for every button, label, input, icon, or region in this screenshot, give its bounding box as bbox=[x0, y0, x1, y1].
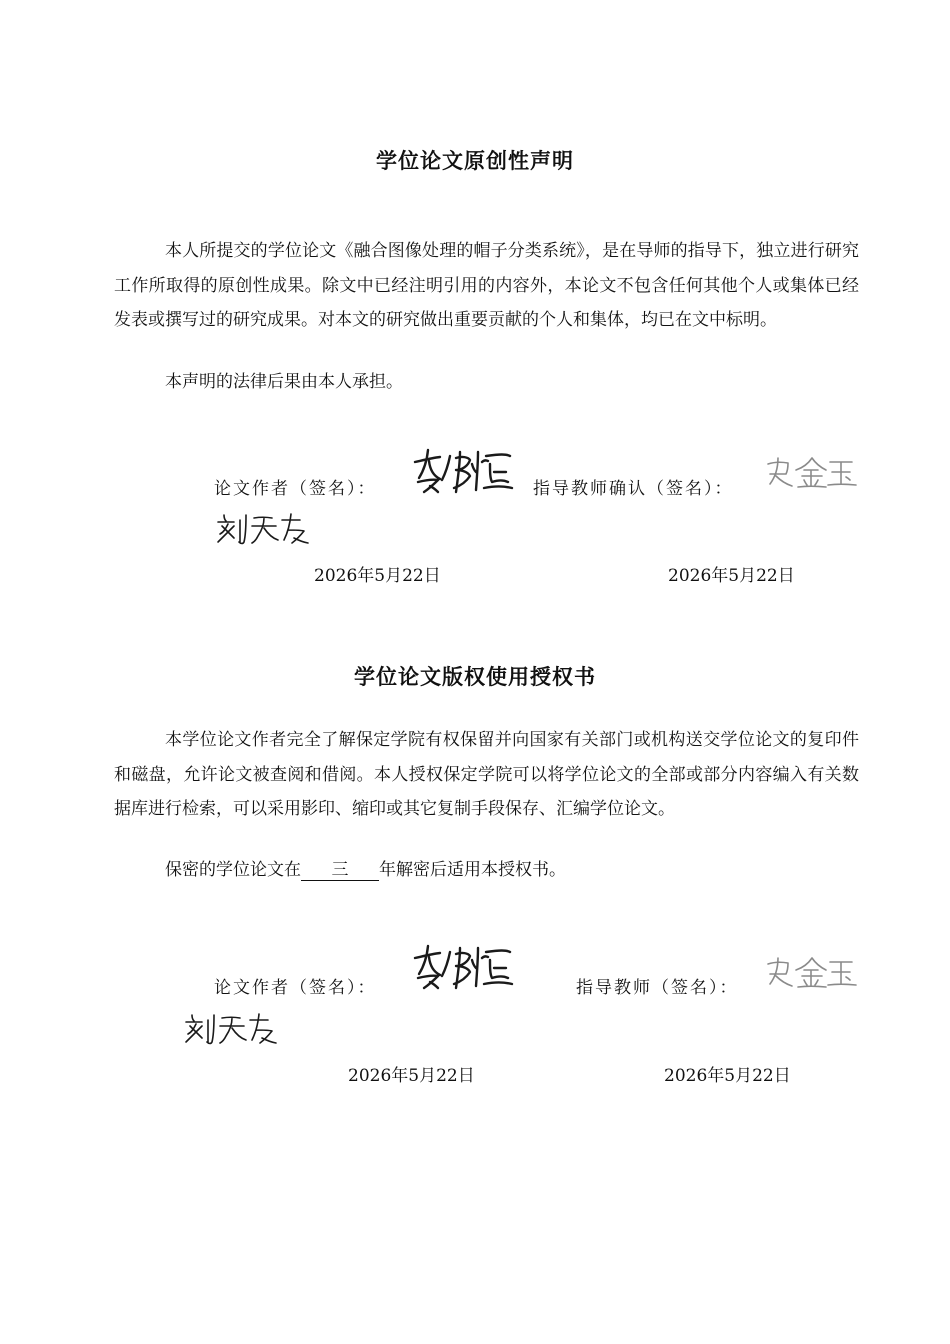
declaration-liability-statement: 本声明的法律后果由本人承担。 bbox=[165, 372, 403, 392]
authorization-advisor-signature-label: 指导教师（签名）： bbox=[576, 978, 739, 998]
secrecy-statement bbox=[165, 853, 566, 887]
authorization-author-date: 2026年5月22日 bbox=[348, 1066, 475, 1086]
advisor-signature-image bbox=[764, 456, 858, 490]
declaration-advisor-date: 2026年5月22日 bbox=[668, 566, 795, 586]
co-advisor-signature-image-2 bbox=[182, 1012, 278, 1046]
declaration-author-signature-label: 论文作者（签名）： bbox=[214, 479, 377, 499]
declaration-title: 学位论文原创性声明 bbox=[376, 149, 574, 173]
declaration-paragraph: 本人所提交的学位论文《融合图像处理的帽子分类系统》，是在导师的指导下，独立进行研究工作所取得的原创性成果。除文中已经注明引用的内容外，本论文不包含任何其他个人或集体已经发表或撰写过的研究成果。对本文的研究做出重要贡献的个人和集体，均已在文中标明。 bbox=[114, 241, 859, 330]
authorization-title: 学位论文版权使用授权书 bbox=[354, 665, 596, 689]
co-advisor-signature-image bbox=[214, 512, 310, 546]
authorization-author-signature-label: 论文作者（签名）： bbox=[214, 978, 377, 998]
advisor-signature-image-2 bbox=[764, 956, 858, 990]
declaration-advisor-confirm-label: 指导教师确认（签名）： bbox=[533, 479, 734, 499]
authorization-advisor-date: 2026年5月22日 bbox=[664, 1066, 791, 1086]
declaration-author-date: 2026年5月22日 bbox=[314, 566, 441, 586]
secrecy-prefix: 保密的学位论文在 bbox=[165, 860, 301, 880]
authorization-paragraph: 本学位论文作者完全了解保定学院有权保留并向国家有关部门或机构送交学位论文的复印件和磁盘，允许论文被查阅和借阅。本人授权保定学院可以将学位论文的全部或部分内容编入有关数据库进行检索，可以采用影印、缩印或其它复制手段保存、汇编学位论文。 bbox=[114, 730, 859, 819]
author-signature-image bbox=[410, 448, 514, 496]
author-signature-image-2 bbox=[410, 944, 514, 992]
secrecy-suffix: 年解密后适用本授权书。 bbox=[379, 860, 566, 880]
secrecy-years-field: 三 bbox=[301, 860, 379, 881]
